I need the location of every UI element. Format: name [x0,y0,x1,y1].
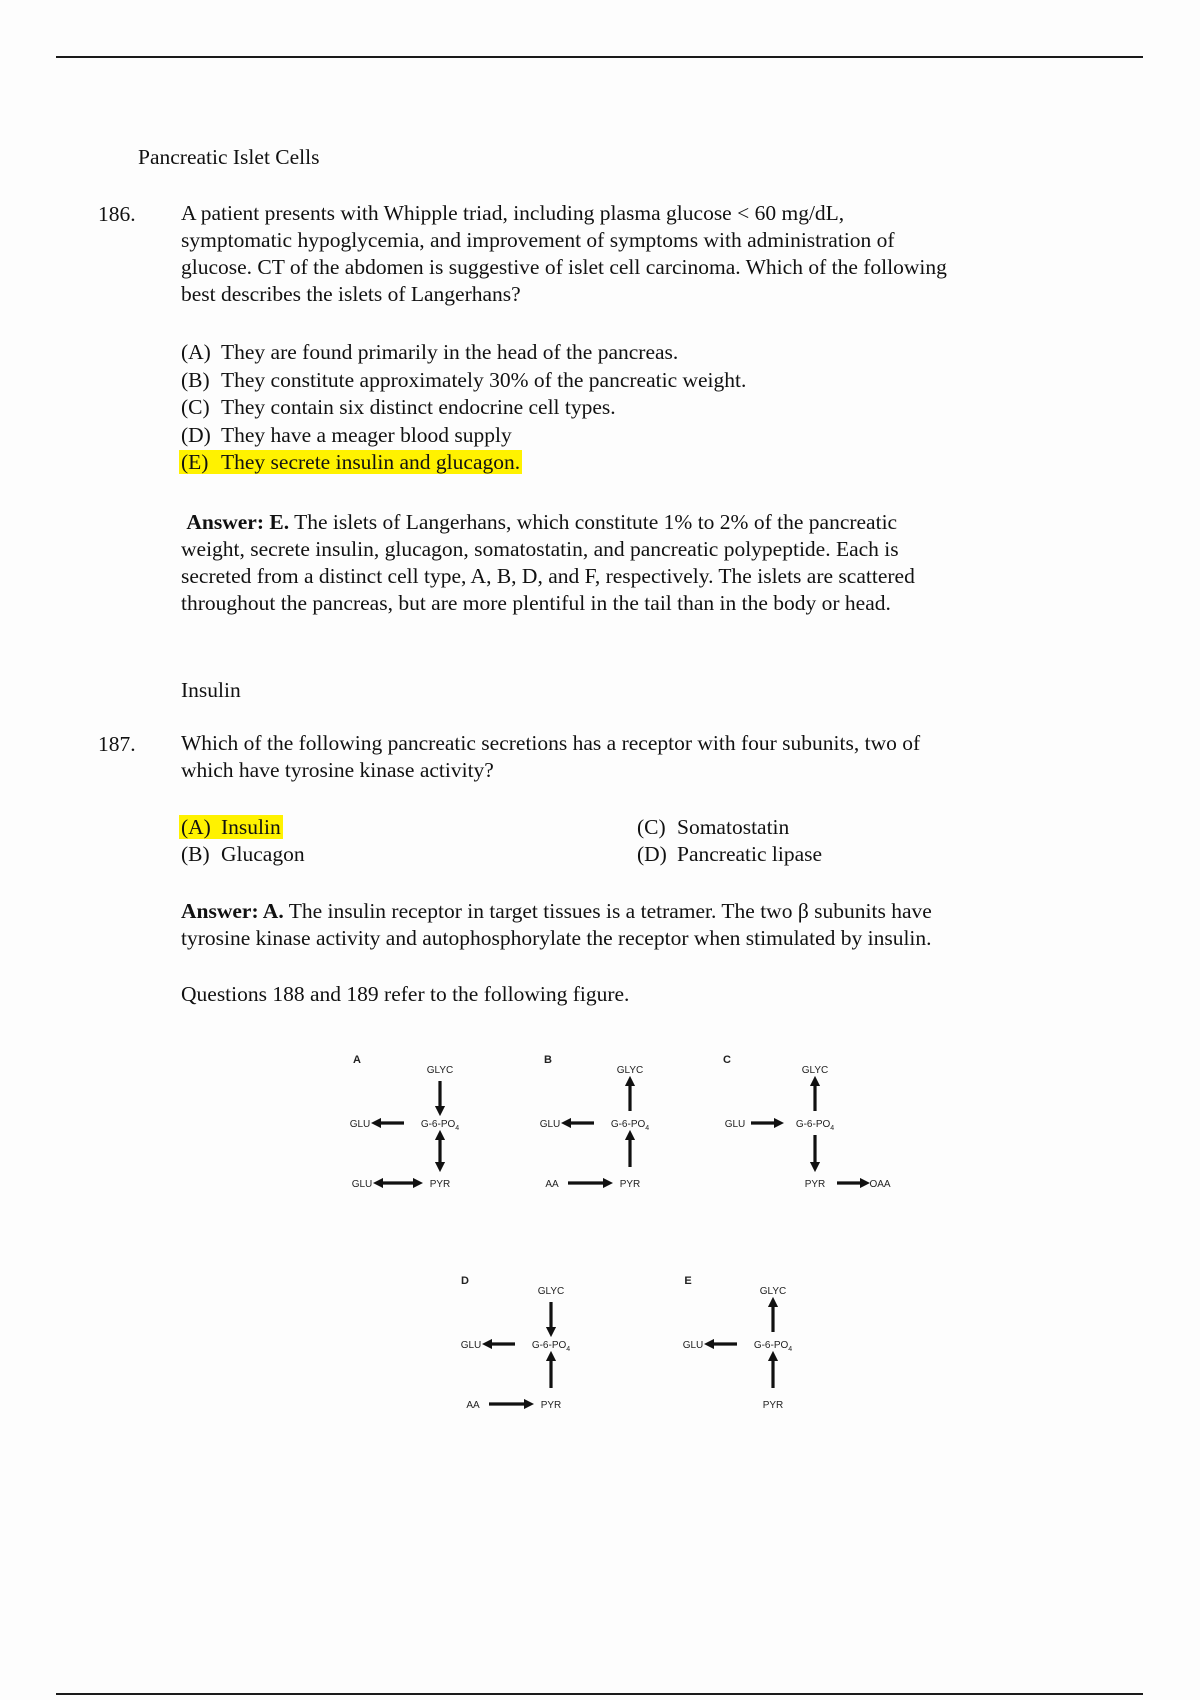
panel-d-g6p: $G-6-PO_4$ [531,1340,571,1353]
q186-choice-b: (B) They constitute approximately 30% of the pancreatic weight. [181,367,747,392]
panel-a-glu-mid: GLU [349,1119,371,1130]
panel-c-g6p: $G-6-PO_4$ [795,1119,835,1132]
q187-choice-c: (C) Somatostatin [637,815,790,839]
panel-a-pyr: PYR [429,1179,451,1190]
panel-c-glu-mid: GLU [724,1119,746,1130]
q187-answer-line: The insulin receptor in target tissues is a tetramer. The two β subunits have [288,899,932,923]
q186-number: 186. [98,202,136,226]
section-title: Pancreatic Islet Cells [138,145,320,169]
q187-choice-d: (D) Pancreatic lipase [637,842,823,866]
panel-a-bottom-left: GLU [351,1179,373,1190]
panel-e-pyr: PYR [762,1400,784,1411]
q187-stem-line: Which of the following pancreatic secretions has a receptor with four subunits, two of [181,731,921,755]
q186-answer-line: throughout the pancreas, but are more plentiful in the tail than in the body or head. [181,591,891,615]
q187-choice-a-highlighted: (A) Insulin [181,815,281,839]
panel-a-glyc: GLYC [426,1065,454,1076]
q186-stem-line: A patient presents with Whipple triad, including plasma glucose < 60 mg/dL, [181,201,845,225]
q187-number: 187. [98,732,136,756]
panel-c-extra: OAA [869,1179,891,1190]
q186-choice-d: (D) They have a meager blood supply [181,422,512,447]
panel-b-glu-mid: GLU [539,1119,561,1130]
q187-answer-line: tyrosine kinase activity and autophosphorylate the receptor when stimulated by insulin. [181,926,932,950]
q186-stem-line: best describes the islets of Langerhans? [181,282,521,306]
q186-answer-line: weight, secrete insulin, glucagon, somatostatin, and pancreatic polypeptide. Each is [181,537,899,561]
panel-b-label: B [544,1054,552,1066]
bottom-rule [56,1693,1143,1695]
q186-answer-line: secreted from a distinct cell type, A, B, D, and F, respectively. The islets are scattered [181,564,915,588]
panel-a-label: A [353,1054,361,1066]
q186-choice-a: (A) They are found primarily in the head of the pancreas. [181,340,679,364]
panel-e-glu-mid: GLU [682,1340,704,1351]
q186-choice-e-highlighted: (E) They secrete insulin and glucagon. [181,450,521,474]
panel-e-g6p: $G-6-PO_4$ [753,1340,793,1353]
panel-d-glu-mid: GLU [460,1340,482,1351]
panel-b-pyr: PYR [619,1179,641,1190]
panel-b-bottom-left: AA [545,1179,559,1190]
panel-c-pyr: PYR [804,1179,826,1190]
subsection-title: Insulin [181,678,241,702]
q187-stem-line: which have tyrosine kinase activity? [181,758,494,782]
panel-c-label: C [723,1054,731,1066]
q186-answer-line: The islets of Langerhans, which constitute 1% to 2% of the pancreatic [294,510,898,534]
q186-stem-line: symptomatic hypoglycemia, and improvement of symptoms with administration of [181,228,895,252]
panel-c-glyc: GLYC [801,1065,829,1076]
panel-e-label: E [684,1275,692,1287]
q186-stem-line: glucose. CT of the abdomen is suggestive of islet cell carcinoma. Which of the following [181,255,947,279]
panel-e-glyc: GLYC [759,1286,787,1297]
panel-d-pyr: PYR [540,1400,562,1411]
panel-d-bottom-left: AA [466,1400,480,1411]
panel-a-g6p: $G-6-PO_4$ [420,1119,460,1132]
figure-intro: Questions 188 and 189 refer to the following figure. [181,982,630,1006]
q187-answer-label: Answer: A. [181,899,284,923]
panel-d-glyc: GLYC [537,1286,565,1297]
panel-b-glyc: GLYC [616,1065,644,1076]
panel-d-label: D [461,1275,469,1287]
panel-b-g6p: $G-6-PO_4$ [610,1119,650,1132]
q186-answer-label: Answer: E. [186,510,290,534]
q187-choice-b: (B) Glucagon [181,842,305,866]
q186-choice-c: (C) They contain six distinct endocrine cell types. [181,395,616,419]
